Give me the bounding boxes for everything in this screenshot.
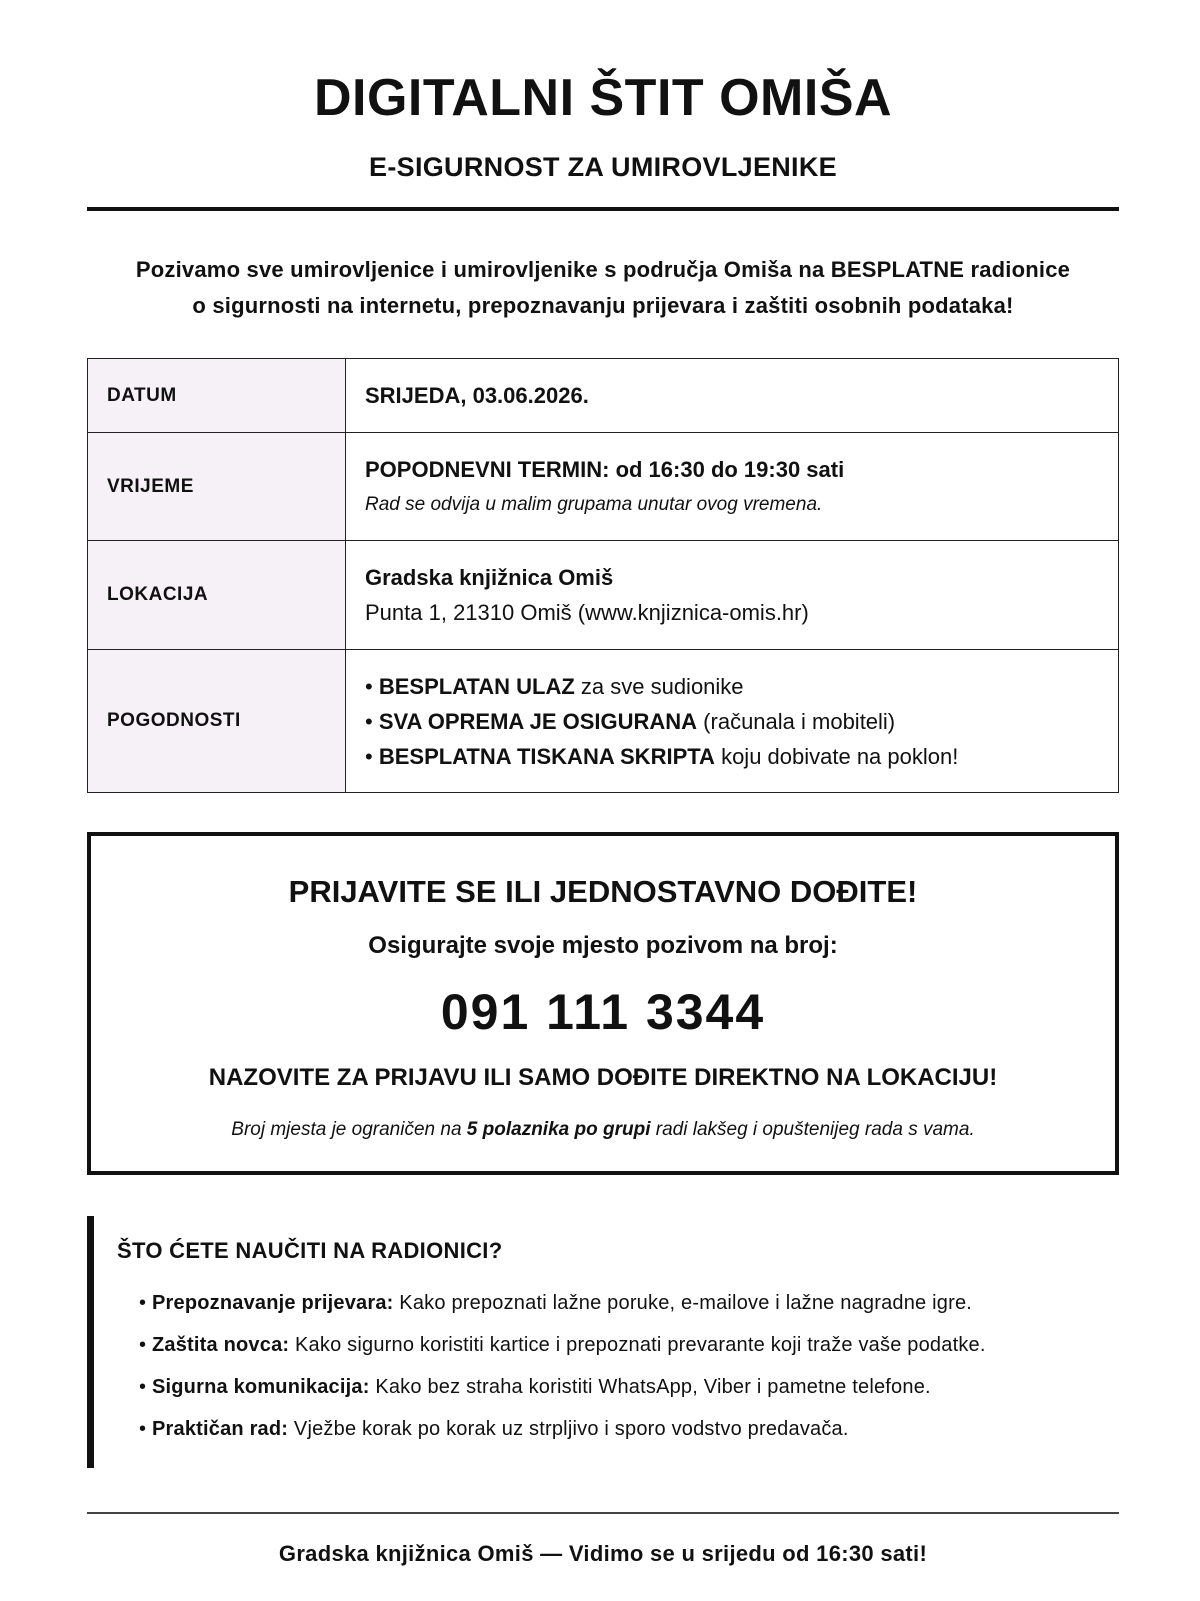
registration-note (91, 1119, 1115, 1141)
note-bold: 5 polaznika po grupi (466, 1119, 651, 1140)
benefit-item-text: za sve sudionike (574, 673, 744, 699)
learn-item-text: Vježbe korak po korak uz strpljivo i sporo vodstvo predavača. (288, 1418, 849, 1440)
benefit-item-bold: BESPLATAN ULAZ (378, 673, 575, 699)
learn-item: • Zaštita novca: Kako sigurno koristiti kartice i prepoznati prevarante koji traže vaše podatke. (139, 1334, 986, 1356)
benefit-item-text: koju dobivate na poklon! (714, 743, 959, 769)
time-label: VRIJEME (88, 433, 346, 541)
location-name: Gradska knjižnica Omiš (365, 565, 614, 590)
learn-item-text: Kako sigurno koristiti kartice i prepoznati prevarante koji traže vaše podatke. (289, 1334, 986, 1356)
footer-text: Gradska knjižnica Omiš — Vidimo se u srijedu od 16:30 sati! (278, 1541, 928, 1566)
location-label: LOKACIJA (88, 541, 346, 650)
registration-heading: PRIJAVITE SE ILI JEDNOSTAVNO DOĐITE! (288, 874, 918, 909)
learn-item-text: Kako prepoznati lažne poruke, e-mailove i lažne nagradne igre. (393, 1292, 973, 1314)
note-text: Broj mjesta je ograničen na (231, 1119, 467, 1140)
intro-line-1: Pozivamo sve umirovljenice i umirovljenike s područja Omiša na BESPLATNE radionice (135, 257, 1071, 282)
intro-text (87, 252, 1119, 324)
location-address: Punta 1, 21310 Omiš (www.knjiznica-omis.hr) (365, 600, 809, 625)
registration-box (87, 832, 1119, 1175)
learn-item: • Praktičan rad: Vježbe korak po korak uz strpljivo i sporo vodstvo predavača. (139, 1418, 849, 1440)
learn-item-bold: Zaštita novca: (151, 1334, 290, 1356)
details-row-benefits (88, 650, 1119, 793)
time-cell (346, 433, 1119, 541)
time-note: Rad se odvija u malim grupama unutar ovog vremena. (365, 493, 823, 515)
details-row-location (88, 541, 1119, 650)
header-divider (87, 207, 1119, 211)
learn-list (139, 1282, 986, 1450)
benefit-item-bold: BESPLATNA TISKANA SKRIPTA (378, 743, 715, 769)
learn-item-text: Kako bez straha koristiti WhatsApp, Viber i pametne telefone. (369, 1376, 931, 1398)
details-row-time (88, 433, 1119, 541)
learn-section (87, 1216, 1119, 1468)
learn-item-bold: Praktičan rad: (151, 1418, 289, 1440)
date-value: SRIJEDA, 03.06.2026. (346, 359, 1119, 433)
benefit-item: • BESPLATNA TISKANA SKRIPTA koju dobivate na poklon! (365, 743, 959, 769)
intro-line-2: o sigurnosti na internetu, prepoznavanju prijevara i zaštiti osobnih podataka! (192, 293, 1014, 318)
registration-call: NAZOVITE ZA PRIJAVU ILI SAMO DOĐITE DIREKTNO NA LOKACIJU! (208, 1064, 998, 1091)
benefit-item-text: (računala i mobiteli) (697, 708, 896, 734)
registration-sub: Osigurajte svoje mjesto pozivom na broj: (368, 932, 838, 959)
learn-item-bold: Prepoznavanje prijevara: (151, 1292, 394, 1314)
date-label: DATUM (88, 359, 346, 433)
benefits-label: POGODNOSTI (88, 650, 346, 793)
location-cell (346, 541, 1119, 650)
benefit-item: • SVA OPREMA JE OSIGURANA (računala i mobiteli) (365, 708, 896, 734)
learn-item: • Prepoznavanje prijevara: Kako prepoznati lažne poruke, e-mailove i lažne nagradne igre. (139, 1292, 973, 1314)
learn-item-bold: Sigurna komunikacija: (151, 1376, 370, 1398)
page-subtitle: E-SIGURNOST ZA UMIROVLJENIKE (369, 152, 837, 182)
note-text: radi lakšeg i opuštenijeg rada s vama. (650, 1119, 975, 1140)
details-table (87, 358, 1119, 793)
details-row-date (88, 359, 1119, 433)
benefit-item: • BESPLATAN ULAZ za sve sudionike (365, 673, 744, 699)
page-title: DIGITALNI ŠTIT OMIŠA (313, 69, 893, 127)
benefits-cell (346, 650, 1119, 793)
learn-title: ŠTO ĆETE NAUČITI NA RADIONICI? (117, 1238, 503, 1263)
time-value: POPODNEVNI TERMIN: od 16:30 do 19:30 sati (365, 456, 845, 482)
footer-divider (87, 1512, 1119, 1514)
phone-number[interactable]: 091 111 3344 (440, 984, 766, 1040)
benefit-item-bold: SVA OPREMA JE OSIGURANA (378, 708, 698, 734)
learn-item: • Sigurna komunikacija: Kako bez straha koristiti WhatsApp, Viber i pametne telefone. (139, 1376, 931, 1398)
